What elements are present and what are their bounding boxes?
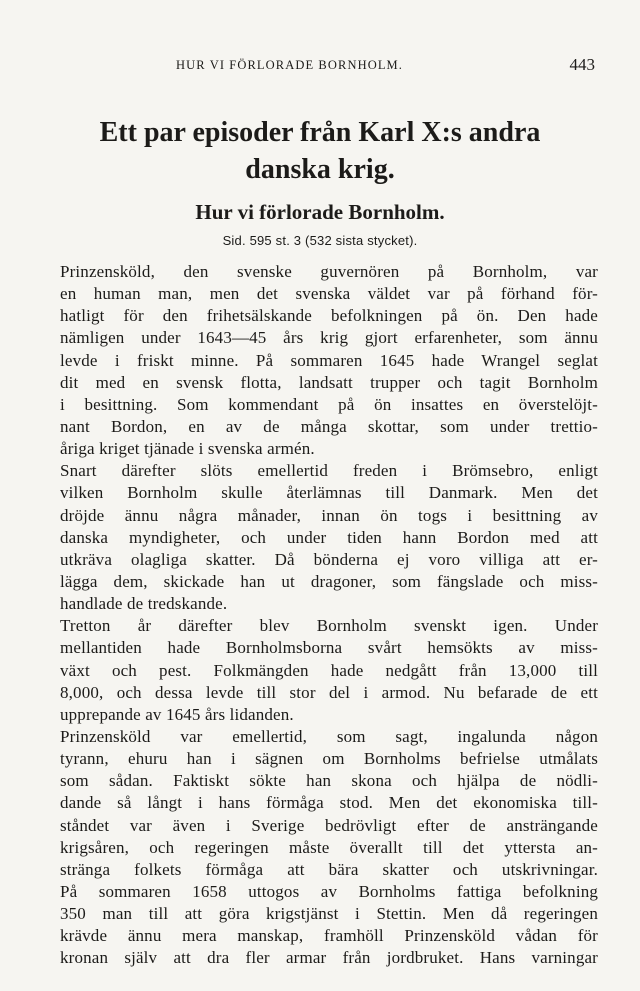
text-line: tyrann, ehuru han i sägnen om Bornholms befrielse utmålats — [60, 749, 598, 769]
text-line: lägga dem, skickade han ut dragoner, som fängslade och miss- — [60, 571, 598, 591]
text-line: Tretton år därefter blev Bornholm svenskt igen. Under — [60, 616, 598, 636]
running-header — [60, 56, 597, 78]
text-line: hatligt för den frihetsälskande befolkningen på ön. Den hade — [60, 306, 598, 326]
text-line: åriga kriget tjänade i svenska armén. — [60, 439, 315, 459]
text-line: På sommaren 1658 uttogos av Bornholms fattiga befolkning — [60, 881, 598, 901]
page-reference: Sid. 595 st. 3 (532 sista stycket). — [222, 233, 418, 248]
text-line: Prinzensköld var emellertid, som sagt, ingalunda någon — [60, 726, 598, 746]
text-line: krävde ännu mera manskap, framhöll Prinzensköld vådan för — [60, 926, 598, 946]
text-line: i besittning. Som kommendant på ön insattes en överstelöjt- — [60, 394, 598, 414]
text-line: stränga folkets förmåga att bära skatter och utskrivningar. — [60, 859, 598, 879]
running-title: HUR VI FÖRLORADE BORNHOLM. — [176, 58, 403, 72]
page-number: 443 — [569, 55, 595, 74]
text-line: kronan själv att dra fler armar från jordbruket. Hans varningar — [60, 948, 598, 968]
text-line: ståndet var även i Sverige bedrövligt efter de ansträngande — [60, 815, 598, 835]
text-line: dröjde ännu några månader, innan ön togs i besittning av — [60, 505, 598, 525]
text-line: Prinzensköld, den svenske guvernören på Bornholm, var — [60, 262, 598, 281]
text-line: nant Bordon, en av de många skottar, som under trettio- — [60, 416, 598, 436]
text-line: dit med en svensk flotta, landsatt trupper och tagit Bornholm — [60, 372, 598, 392]
text-line: Snart därefter slöts emellertid freden i Brömsebro, enligt — [60, 461, 598, 481]
text-line: upprepande av 1645 års lidanden. — [60, 704, 294, 724]
text-line: danska myndigheter, och under tiden hann Bordon med att — [60, 527, 598, 547]
text-line: handlade de tredskande. — [60, 594, 228, 614]
text-line: växt och pest. Folkmängden hade nedgått från 13,000 till — [60, 660, 598, 680]
text-line: mellantiden hade Bornholmsborna svårt hemsökts av miss- — [60, 638, 598, 658]
text-line: vilken Bornholm skulle återlämnas till Danmark. Men det — [60, 483, 598, 503]
body-text — [60, 261, 598, 970]
text-line: en human man, men det svenska väldet var på förhand för- — [60, 284, 598, 304]
text-line: nämligen under 1643—45 års krig gjort erfarenheter, som ännu — [60, 328, 598, 348]
text-line: som sådan. Faktiskt sökte han skona och hjälpa de nödli- — [60, 771, 598, 791]
chapter-title-line-2: danska krig. — [245, 154, 395, 185]
text-line: 8,000, och dessa levde till stor del i armod. Nu befarade de ett — [60, 682, 598, 702]
chapter-title-line-1: Ett par episoder från Karl X:s andra — [99, 117, 541, 148]
text-line: dande så långt i hans förmåga stod. Men det ekonomiska till- — [60, 793, 598, 813]
text-line: krigsåren, och regeringen måste överallt till det yttersta an- — [60, 837, 598, 857]
text-line: 350 man till att göra krigstjänst i Stettin. Men då regeringen — [60, 904, 598, 924]
chapter-title — [30, 114, 610, 188]
text-line: levde i friskt minne. På sommaren 1645 hade Wrangel seglat — [60, 350, 598, 370]
text-line: utkräva olagliga skatter. Då bönderna ej voro villiga att er- — [60, 549, 598, 569]
section-title: Hur vi förlorade Bornholm. — [195, 200, 445, 224]
